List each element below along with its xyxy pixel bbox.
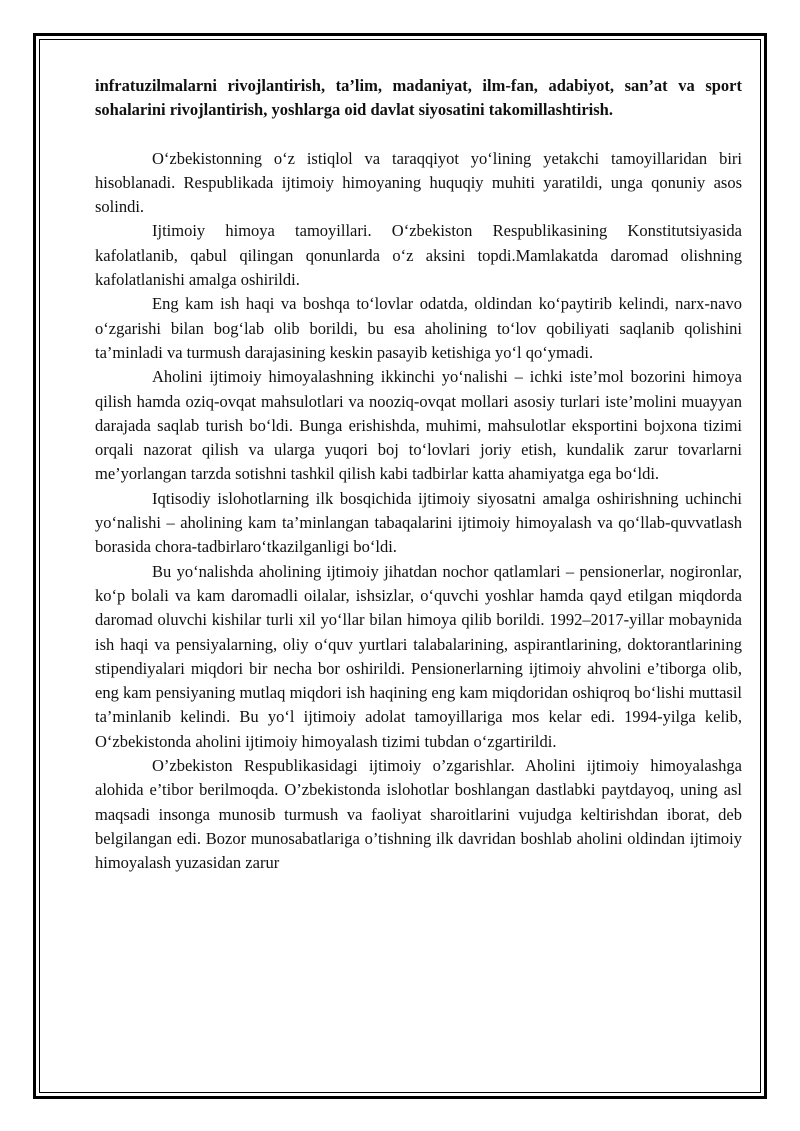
- document-body: [95, 74, 742, 876]
- paragraph: O‘zbekistonning o‘z istiqlol va taraqqiyot yo‘lining yetakchi tamoyillaridan biri hisoblanadi. Respublikada ijtimoiy himoyaning huquqiy muhiti yaratildi, unga qonuniy asos solindi.: [95, 148, 742, 217]
- paragraph: Ijtimoiy himoya tamoyillari. O‘zbekiston Respublikasining Konstitutsiyasida kafolatlanib, qabul qilingan qonunlarda o‘z aksini topdi.Mamlakatda daromad olishning kafolatlanishi amalga oshirildi.: [95, 221, 742, 290]
- paragraph: O’zbekiston Respublikasidagi ijtimoiy o’zgarishlar. Aholini ijtimoiy himoyalashga alohida e’tibor berilmoqda. O’zbekistonda islohotlar boshlangan dastlabki paytdayoq, uning asl maqsadi insonga munosib turmush va faoliyat sharoitlarini vujudga keltirishdan iborat, deb belgilangan edi. Bozor munosabatlariga o’tishning ilk davridan boshlab aholini oldindan ijtimoiy himoyalash yuzasidan zarur: [95, 756, 742, 873]
- paragraph: Eng kam ish haqi va boshqa to‘lovlar odatda, oldindan ko‘paytirib kelindi, narx-navo o‘zgarishi bilan bog‘lab olib borildi, bu esa aholining to‘lov qobiliyati saqlanib qolishini ta’minladi va turmush darajasining keskin pasayib ketishiga yo‘l qo‘ymadi.: [95, 294, 742, 362]
- paragraph: Iqtisodiy islohotlarning ilk bosqichida ijtimoiy siyosatni amalga oshirishning uchinchi yo‘nalishi – aholining kam ta’minlangan tabaqalarini ijtimoiy himoyalash va qo‘llab-quvvatlash borasida chora-tadbirlaro‘tkazilganligi bo‘ldi.: [95, 488, 742, 557]
- paragraph: Bu yo‘nalishda aholining ijtimoiy jihatdan nochor qatlamlari – pensionerlar, nogironlar, ko‘p bolali va kam daromadli oilalar, ishsizlar, o‘quvchi yoshlar hamda qayd etilgan miqdorda daromad oluvchi kishilar turli xil yo‘llar bilan himoya qilib borildi. 1992–2017-yillar mobaynida ish haqi va pensiyalarning, oliy o‘quv yurtlari talabalarining, aspirantlarining, doktorantlarining stipendiyalari miqdori bir necha bor oshirildi. Pensionerlarning ijtimoiy ahvolini e’tiborga olib, eng kam pensiyaning mutlaq miqdori ish haqining eng kam miqdoridan oshiqroq bo‘lishi muttasil ta’minlanib kelindi. Bu yo‘l ijtimoiy adolat tamoyillariga mos kelar edi. 1994-yilga kelib, O‘zbekistonda aholini ijtimoiy himoyalash tizimi tubdan o‘zgartirildi.: [95, 561, 742, 751]
- heading-continuation: infratuzilmalarni rivojlantirish, ta’lim, madaniyat, ilm-fan, adabiyot, san’at va sport sohalarini rivojlantirish, yoshlarga oid davlat siyosatini takomillashtirish.: [95, 76, 742, 120]
- paragraph: Aholini ijtimoiy himoyalashning ikkinchi yo‘nalishi – ichki iste’mol bozorini himoya qilish hamda oziq-ovqat mahsulotlari va nooziq-ovqat mollari asosiy turlari iste’molini muayyan darajada saqlab turish bo‘ldi. Bunga erishishda, muhimi, mahsulotlar eksportini bojxona tizimi orqali nazorat qilish va ularga yuqori boj to‘lovlari joriy etish, kundalik zarur tovarlarni me’yorlangan tarzda sotishni tashkil qilish kabi tadbirlar katta ahamiyatga ega bo‘ldi.: [95, 367, 742, 484]
